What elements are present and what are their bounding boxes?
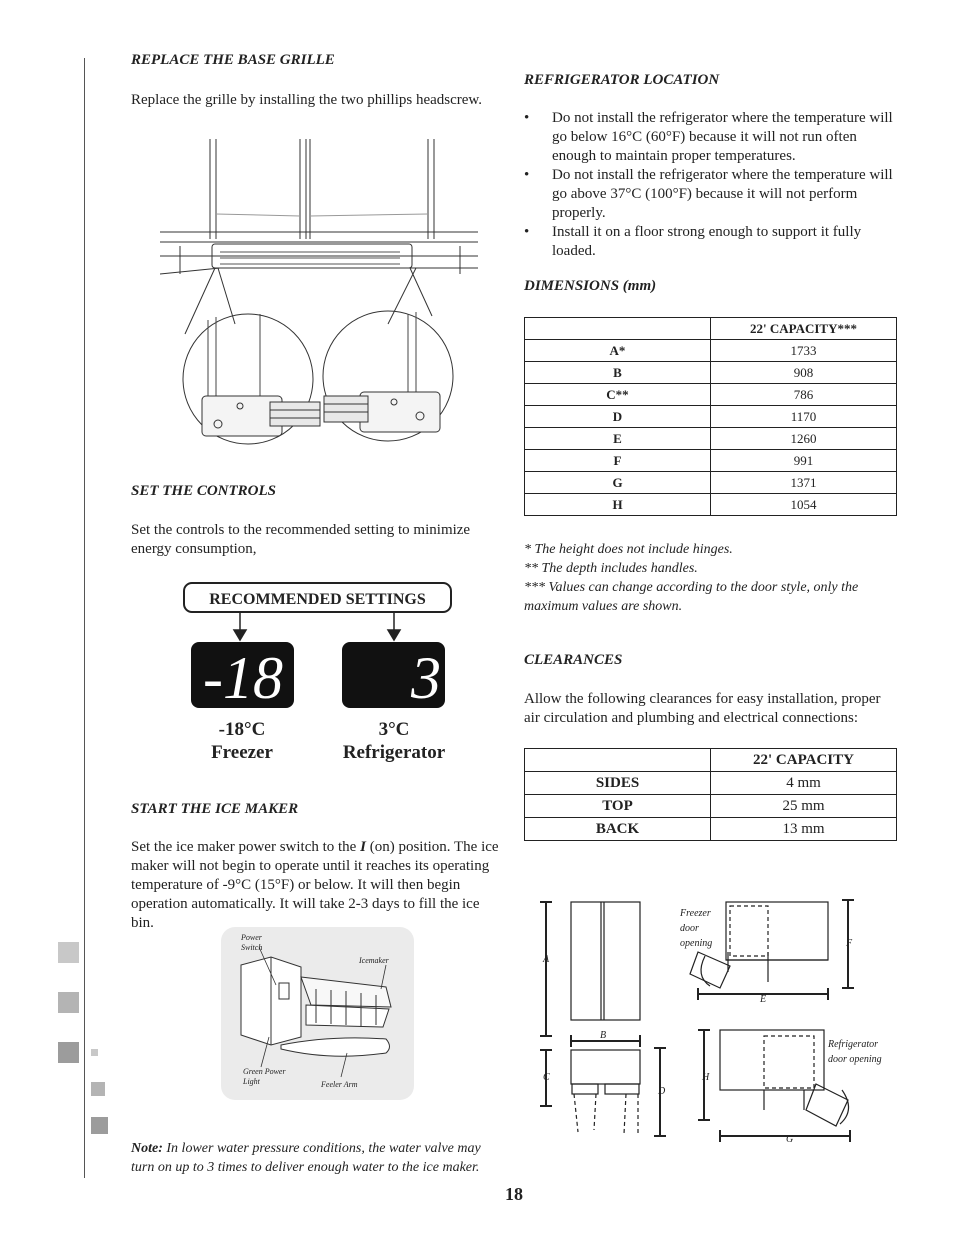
fridge-display (342, 642, 445, 708)
controls-heading: SET THE CONTROLS (131, 483, 277, 499)
dim-key: G (525, 472, 711, 494)
table-cell-empty (525, 318, 711, 340)
label-e: E (760, 994, 767, 1005)
clear-value: 13 mm (711, 818, 897, 841)
dimension-footnotes (524, 540, 896, 616)
table-row (525, 472, 897, 494)
dim-value: 1733 (711, 340, 897, 362)
table-row (525, 362, 897, 384)
dim-value: 1170 (711, 406, 897, 428)
note-text: In lower water pressure conditions, the water valve may turn on up to 3 times to deliver enough water to the ice maker. (131, 1141, 481, 1175)
freezer-display (191, 642, 294, 708)
label-d: D (658, 1086, 666, 1097)
label-a: A (543, 954, 550, 965)
dim-key: D (525, 406, 711, 428)
freezer-label: Freezer (211, 742, 273, 763)
note-label: Note: (131, 1141, 163, 1156)
table-header-row (525, 749, 897, 772)
label-c: C (543, 1072, 550, 1083)
dim-value: 1260 (711, 428, 897, 450)
settings-arrows (230, 612, 410, 642)
dim-value: 908 (711, 362, 897, 384)
dimensions-table (524, 317, 897, 516)
dim-key: B (525, 362, 711, 384)
margin-square (58, 1042, 79, 1063)
freezer-temp: -18°C (218, 719, 266, 740)
label-power-switch: Power Switch (241, 933, 263, 952)
label-f: F (846, 938, 853, 949)
clearances-col-header: 22' CAPACITY (711, 749, 897, 772)
fridge-setting (332, 718, 456, 764)
margin-square-small (91, 1049, 98, 1056)
dim-value: 1054 (711, 494, 897, 516)
dimensions-col-header: 22' CAPACITY*** (711, 318, 897, 340)
clear-value: 4 mm (711, 772, 897, 795)
table-row (525, 384, 897, 406)
table-row (525, 795, 897, 818)
icemaker-text-post: (on) position. The ice maker will not begin to operate until it reaches its operating temperature of -9°C (15°F) or below. It will then begin operation automatically. It will take 2-3 days to fill the ice bin. (131, 839, 499, 931)
controls-text: Set the controls to the recommended setting to minimize energy consumption, (131, 522, 471, 557)
label-b: B (600, 1030, 607, 1041)
freezer-opening-label: Freezer door opening (680, 908, 713, 949)
clear-key: TOP (525, 795, 711, 818)
grille-text: Replace the grille by installing the two phillips headscrew. (131, 92, 483, 108)
location-bullet: • Do not install the refrigerator where the temperature will go below 16°C (60°F) because it will not run often enough to maintain proper temperatures. (524, 109, 896, 166)
note (131, 1139, 503, 1177)
page-number: 18 (505, 1184, 523, 1204)
freezer-setting (192, 718, 292, 764)
dim-key: A* (525, 340, 711, 362)
dim-value: 991 (711, 450, 897, 472)
clearances-heading: CLEARANCES (524, 652, 623, 668)
clearances-table (524, 748, 897, 841)
margin-rule (84, 58, 85, 1178)
dim-key: F (525, 450, 711, 472)
table-row (525, 818, 897, 841)
table-row (525, 406, 897, 428)
dim-key: C** (525, 384, 711, 406)
icemaker-text-pre: Set the ice maker power switch to the (131, 839, 361, 855)
dim-key: H (525, 494, 711, 516)
dim-value: 1371 (711, 472, 897, 494)
margin-square (58, 942, 79, 963)
location-bullet: • Do not install the refrigerator where the temperature will go above 37°C (100°F) because it will not perform properly. (524, 166, 896, 223)
footnote: ** The depth includes handles. (524, 561, 698, 576)
location-heading: REFRIGERATOR LOCATION (524, 72, 720, 88)
margin-square-small (91, 1082, 105, 1096)
base-grille-illustration (160, 134, 482, 464)
fridge-label: Refrigerator (342, 742, 446, 763)
table-row (525, 340, 897, 362)
clearances-text: Allow the following clearances for easy installation, proper air circulation and plumbing and electrical connections: (524, 691, 881, 726)
location-list (524, 109, 896, 261)
footnote: * The height does not include hinges. (524, 542, 733, 557)
table-header-row (525, 318, 897, 340)
freezer-digits (191, 642, 294, 708)
icemaker-heading: START THE ICE MAKER (131, 801, 299, 817)
margin-square (58, 992, 79, 1013)
label-feeler-arm: Feeler Arm (321, 1080, 358, 1089)
clear-key: SIDES (525, 772, 711, 795)
table-cell-empty (525, 749, 711, 772)
margin-square-small (91, 1117, 108, 1134)
recommended-settings-label: RECOMMENDED SETTINGS (183, 582, 452, 613)
icemaker-text (131, 838, 503, 933)
table-row (525, 450, 897, 472)
icemaker-illustration (221, 927, 414, 1100)
footnote: *** Values can change according to the door style, only the maximum values are shown. (524, 580, 859, 614)
fridge-opening-label: Refrigerator door opening (828, 1039, 882, 1065)
grille-heading: REPLACE THE BASE GRILLE (131, 52, 335, 68)
table-row (525, 494, 897, 516)
dimensions-heading: DIMENSIONS (mm) (524, 278, 657, 294)
label-g: G (786, 1134, 794, 1145)
label-h: H (702, 1072, 710, 1083)
fridge-digits (342, 642, 445, 708)
label-icemaker: Icemaker (359, 956, 389, 965)
table-row (525, 428, 897, 450)
clear-key: BACK (525, 818, 711, 841)
label-green-power-light: Green Power Light (243, 1067, 286, 1086)
clear-value: 25 mm (711, 795, 897, 818)
dim-key: E (525, 428, 711, 450)
icemaker-switch-symbol: I (360, 839, 366, 855)
fridge-digit-text: 3 (411, 645, 441, 708)
location-bullet: • Install it on a floor strong enough to support it fully loaded. (524, 223, 896, 261)
table-row (525, 772, 897, 795)
fridge-temp: 3°C (378, 719, 410, 740)
dim-value: 786 (711, 384, 897, 406)
freezer-digit-text: -18 (203, 645, 283, 708)
